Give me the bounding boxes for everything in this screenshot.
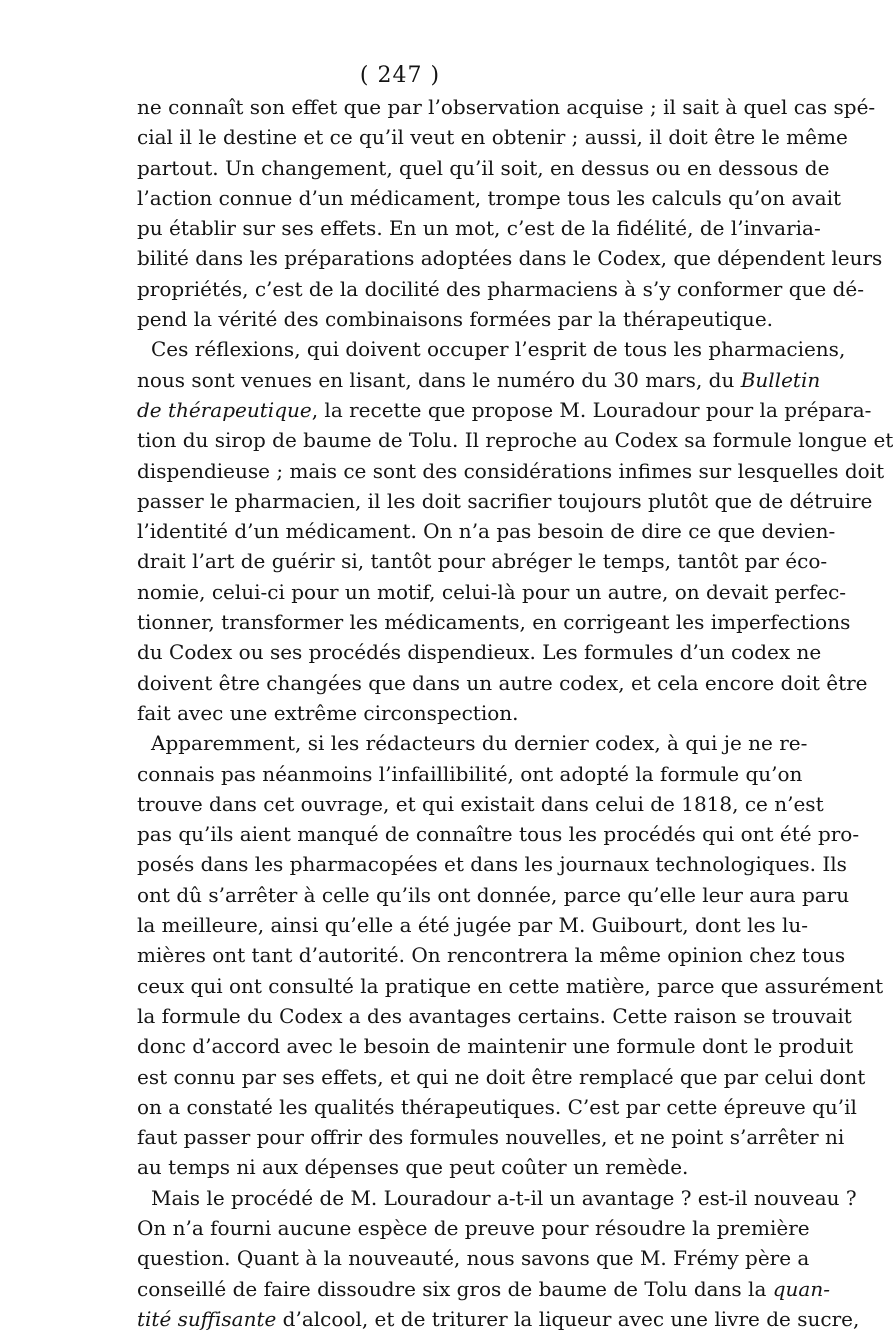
line-text: nomie, celui-ci pour un motif, celui-là pour un autre, on devait perfec- [137,579,847,604]
line-text: d’alcool, et de triturer la liqueur avec une livre de sucre, [276,1306,860,1331]
line-text: la meilleure, ainsi qu’elle a été jugée par M. Guibourt, dont les lu- [137,913,808,938]
text-line [137,698,667,728]
text-line [137,122,848,152]
line-text: mières ont tant d’autorité. On rencontrera la même opinion chez tous [137,943,846,968]
text-line [137,1213,810,1243]
line-text: donc d’accord avec le besoin de maintenir une formule dont le produit [137,1034,854,1059]
text-line [137,304,774,334]
text-line [137,486,873,516]
text-line [137,153,830,183]
line-text: passer le pharmacien, il les doit sacrifier toujours plutôt que de détruire [137,488,873,513]
line-text: On n’a fourni aucune espèce de preuve pour résoudre la première [137,1215,810,1240]
text-line [137,1304,860,1334]
text-line [137,637,822,667]
text-line [137,425,893,455]
text-line [137,577,847,607]
line-text: fait avec une extrême circonspection. [137,700,519,725]
page-number: ( 247 ) [359,63,441,88]
text-line [137,1092,857,1122]
line-text: Mais le procédé de M. Louradour a-t-il un avantage ? est-il nouveau ? [151,1185,857,1210]
text-line [137,728,808,758]
text-line [137,789,824,819]
text-line [137,365,821,395]
line-text: ont dû s’arrêter à celle qu’ils ont donnée, parce qu’elle leur aura paru [137,882,850,907]
line-text: tionner, transformer les médicaments, en corrigeant les imperfections [137,610,851,635]
text-line [137,1243,810,1273]
line-text: bilité dans les préparations adoptées dans le Codex, que dépendent leurs [137,246,883,271]
line-text: l’action connue d’un médicament, trompe tous les calculs qu’on avait [137,185,842,210]
line-text: Ces réflexions, qui doivent occuper l’esprit de tous les pharmaciens, [151,337,846,362]
text-line [137,334,846,364]
line-text: conseillé de faire dissoudre six gros de baume de Tolu dans la [137,1276,773,1301]
line-text: au temps ni aux dépenses que peut coûter un remède. [137,1155,689,1180]
text-line [137,213,821,243]
text-line [137,1001,852,1031]
text-line [137,1062,866,1092]
italic-text: Bulletin [740,367,821,392]
line-text: ne connaît son effet que par l’observation acquise ; il sait à quel cas spé- [137,95,876,119]
line-text: posés dans les pharmacopées et dans les journaux technologiques. Ils [137,852,847,877]
line-text: ceux qui ont consulté la pratique en cette matière, parce que assurément [137,973,884,998]
text-line [137,819,860,849]
line-text: faut passer pour offrir des formules nouvelles, et ne point s’arrêter ni [137,1125,845,1150]
line-text: pu établir sur ses effets. En un mot, c’est de la fidélité, de l’invaria- [137,216,821,241]
line-text: doivent être changées que dans un autre codex, et cela encore doit être [137,670,868,695]
line-text: partout. Un changement, quel qu’il soit, en dessus ou en dessous de [137,155,830,180]
line-text: est connu par ses effets, et qui ne doit être remplacé que par celui dont [137,1064,866,1089]
line-text: tion du sirop de baume de Tolu. Il reproche au Codex sa formule longue et [137,428,893,453]
line-text: drait l’art de guérir si, tantôt pour abréger le temps, tantôt par éco- [137,549,828,574]
line-text: nous sont venues en lisant, dans le numéro du 30 mars, du [137,367,741,392]
text-line [137,1183,857,1213]
text-line [137,456,885,486]
text-line [137,971,884,1001]
text-line [137,516,836,546]
line-text: connais pas néanmoins l’infaillibilité, ont adopté la formule qu’on [137,761,803,786]
text-line [137,940,846,970]
line-text: trouve dans cet ouvrage, et qui existait dans celui de 1818, ce n’est [137,791,824,816]
line-text: du Codex ou ses procédés dispendieux. Les formules d’un codex ne [137,640,822,665]
line-text: pas qu’ils aient manqué de connaître tous les procédés qui ont été pro- [137,822,860,847]
text-line [137,183,842,213]
text-line [137,1122,845,1152]
text-line [137,849,847,879]
line-text: la formule du Codex a des avantages certains. Cette raison se trouvait [137,1003,852,1028]
text-line [137,910,808,940]
line-text: pend la vérité des combinaisons formées par la thérapeutique. [137,307,774,332]
line-text: cial il le destine et ce qu’il veut en obtenir ; aussi, il doit être le même [137,125,848,150]
text-line [137,395,872,425]
text-line [137,759,803,789]
text-line [137,668,868,698]
body-text [137,92,893,1334]
line-text: l’identité d’un médicament. On n’a pas besoin de dire ce que devien- [137,519,836,544]
text-line [137,880,850,910]
line-text: Apparemment, si les rédacteurs du dernier codex, à qui je ne re- [151,731,808,756]
italic-text: quan- [772,1276,830,1301]
italic-text: de thérapeutique [137,397,312,422]
text-line [137,1152,689,1182]
line-text: , la recette que propose M. Louradour pour la prépara- [311,397,872,422]
text-line [137,607,851,637]
line-text: dispendieuse ; mais ce sont des considérations infimes sur lesquelles doit [137,458,885,483]
text-line [137,274,864,304]
italic-text: tité suffisante [137,1306,277,1331]
text-line [137,1274,830,1304]
text-line [137,92,876,122]
text-line [137,243,883,273]
text-line [137,1031,854,1061]
line-text: question. Quant à la nouveauté, nous savons que M. Frémy père a [137,1246,810,1271]
line-text: propriétés, c’est de la docilité des pharmaciens à s’y conformer que dé- [137,276,864,301]
line-text: on a constaté les qualités thérapeutiques. C’est par cette épreuve qu’il [137,1094,857,1119]
text-line [137,546,828,576]
